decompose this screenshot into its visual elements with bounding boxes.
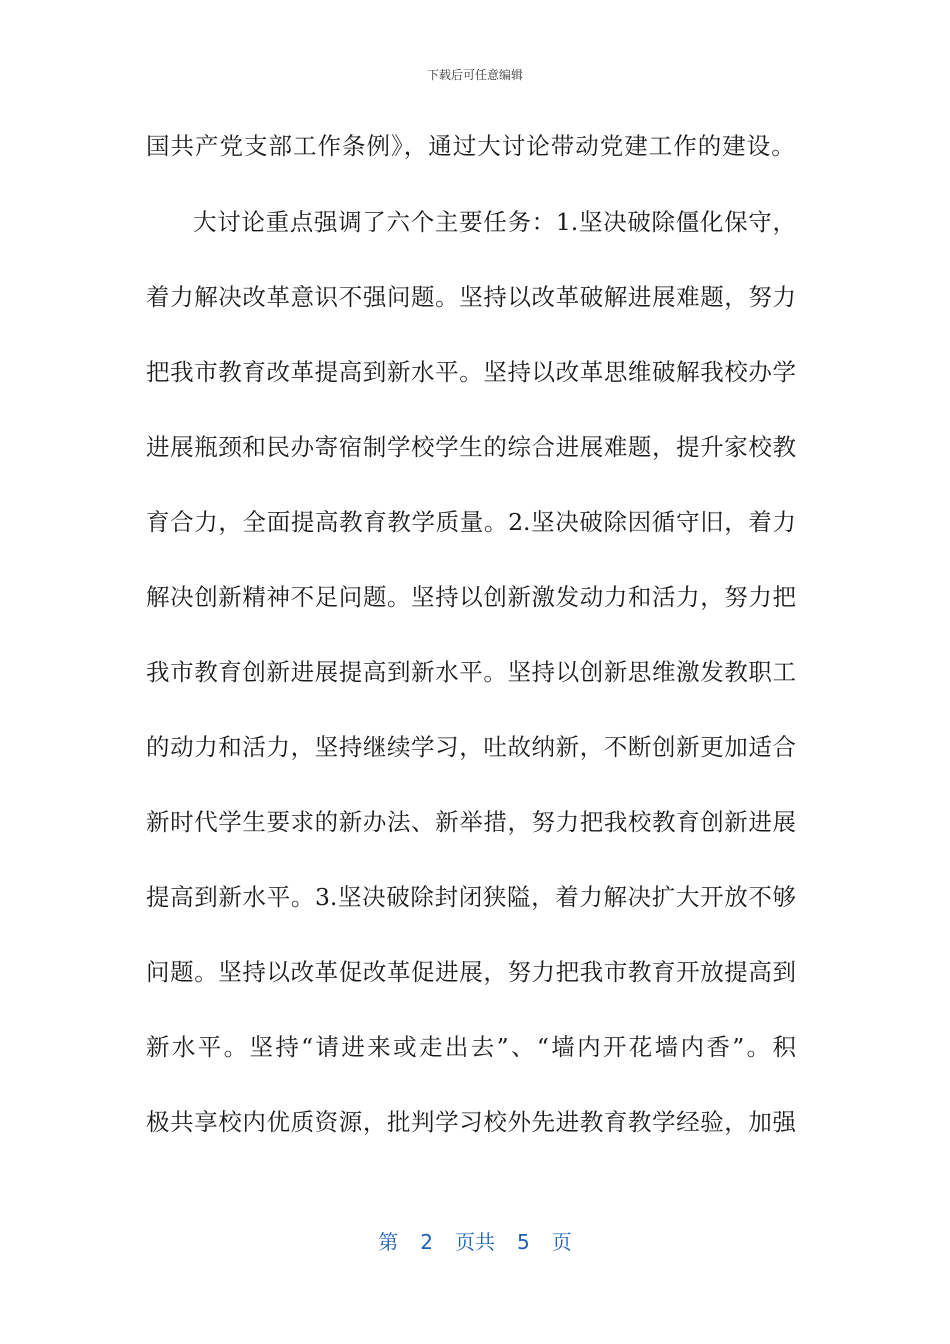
text-line: 我市教育创新进展提高到新水平。坚持以创新思维激发教职工	[146, 658, 796, 686]
page-label-suffix: 页	[551, 1230, 572, 1254]
text-line: 问题。坚持以改革促改革促进展，努力把我市教育开放提高到	[146, 958, 796, 986]
text-line: 新时代学生要求的新办法、新举措，努力把我校教育创新进展	[146, 808, 796, 836]
text-line: 极共享校内优质资源，批判学习校外先进教育教学经验，加强	[146, 1108, 796, 1136]
text-line: 提高到新水平。3.坚决破除封闭狭隘，着力解决扩大开放不够	[146, 883, 796, 911]
text-line: 着力解决改革意识不强问题。坚持以改革破解进展难题，努力	[146, 283, 796, 311]
text-line: 大讨论重点强调了六个主要任务：1.坚决破除僵化保守，	[193, 208, 796, 236]
total-pages-number: 5	[517, 1230, 530, 1254]
text-line: 的动力和活力，坚持继续学习，吐故纳新，不断创新更加适合	[146, 733, 796, 761]
text-line: 把我市教育改革提高到新水平。坚持以改革思维破解我校办学	[146, 358, 796, 386]
text-line: 育合力，全面提高教育教学质量。2.坚决破除因循守旧，着力	[146, 508, 796, 536]
current-page-number: 2	[420, 1230, 433, 1254]
text-line: 国共产党支部工作条例》，通过大讨论带动党建工作的建设。	[146, 132, 796, 160]
page-footer	[0, 1226, 950, 1255]
text-line: 进展瓶颈和民办寄宿制学校学生的综合进展难题，提升家校教	[146, 433, 796, 461]
text-line: 新水平。坚持“请进来或走出去”、“墙内开花墙内香”。积	[146, 1033, 796, 1061]
text-line: 解决创新精神不足问题。坚持以创新激发动力和活力，努力把	[146, 583, 796, 611]
page-header: 下载后可任意编辑	[426, 68, 523, 82]
page-label-mid: 页共	[455, 1230, 495, 1254]
page-label-prefix: 第	[378, 1230, 399, 1254]
